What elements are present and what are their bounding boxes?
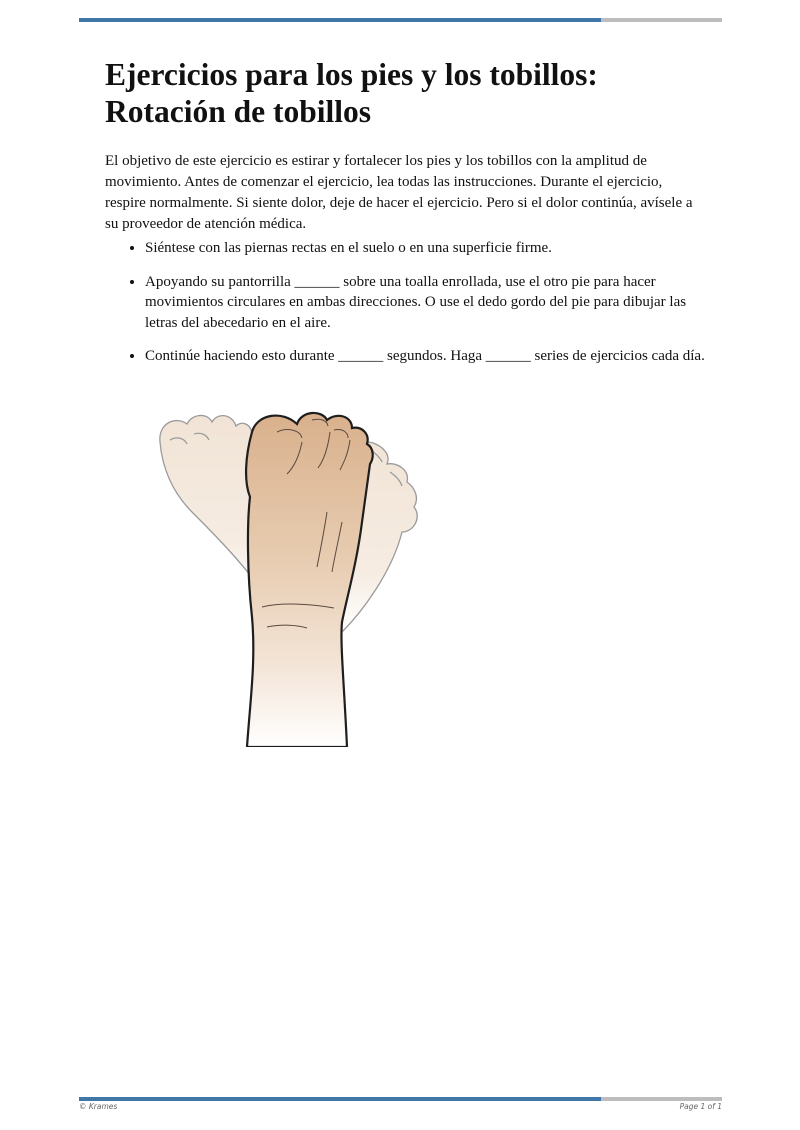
progress-bar-track xyxy=(601,18,722,22)
progress-bar-fill xyxy=(79,18,601,22)
progress-bar-track xyxy=(601,1097,722,1101)
list-item: • Continúe haciendo esto durante ______ segundos. Haga ______ series de ejercicios cada día. xyxy=(145,346,705,367)
page-title: Ejercicios para los pies y los tobillos: Rotación de tobillos xyxy=(105,57,598,129)
list-item: • Siéntese con las piernas rectas en el suelo o en una superficie firme. xyxy=(145,238,705,259)
footer-page-number: Page 1 of 1 xyxy=(679,1102,722,1111)
footer-progress-bar xyxy=(79,1097,722,1101)
instruction-list xyxy=(105,238,705,380)
list-item: • Apoyando su pantorrilla ______ sobre una toalla enrollada, use el otro pie para hacer movimientos circulares en ambas direcciones. O use el dedo gordo del pie para dibujar las letras del abecedario en el aire. xyxy=(145,272,705,334)
progress-bar-fill xyxy=(79,1097,601,1101)
footer-copyright: © Krames xyxy=(79,1102,118,1111)
intro-paragraph: El objetivo de este ejercicio es estirar y fortalecer los pies y los tobillos con la amplitud de movimiento. Antes de comenzar el ejercicio, lea todas las instrucciones. Durante el ejercicio, respire normalmente. Si siente dolor, deje de hacer el ejercicio. Pero si el dolor continúa, avísele a su proveedor de atención médica. xyxy=(105,153,693,232)
foot-rotation-illustration xyxy=(152,402,447,747)
header-progress-bar xyxy=(79,18,722,22)
